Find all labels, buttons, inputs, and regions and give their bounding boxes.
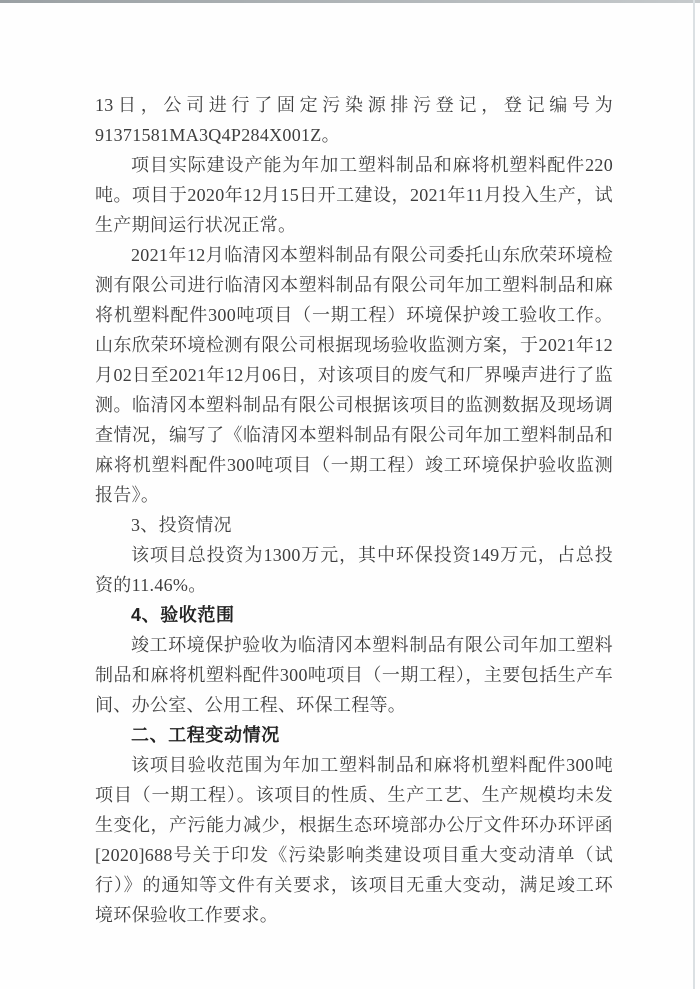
page-top-edge (0, 0, 700, 3)
body-paragraph: 竣工环境保护验收为临清冈本塑料制品有限公司年加工塑料制品和麻将机塑料配件300吨项目（一期工程），主要包括生产车间、办公室、公用工程、环保工程等。 (95, 635, 613, 715)
body-paragraph: 13日，公司进行了固定污染源排污登记，登记编号为91371581MA3Q4P284X001Z。 (95, 95, 613, 145)
section-heading: 4、验收范围 (131, 605, 235, 625)
body-paragraph: 该项目总投资为1300万元，其中环保投资149万元，占总投资的11.46%。 (95, 545, 613, 595)
body-paragraph: 项目实际建设产能为年加工塑料制品和麻将机塑料配件220吨。项目于2020年12月15日开工建设，2021年11月投入生产，试生产期间运行状况正常。 (95, 155, 613, 235)
page-right-edge (693, 0, 695, 989)
body-paragraph: 2021年12月临清冈本塑料制品有限公司委托山东欣荣环境检测有限公司进行临清冈本塑料制品有限公司年加工塑料制品和麻将机塑料配件300吨项目（一期工程）环境保护竣工验收工作。山东欣荣环境检测有限公司根据现场验收监测方案，于2021年12月02日至2021年12月06日，对该项目的废气和厂界噪声进行了监测。临清冈本塑料制品有限公司根据该项目的监测数据及现场调查情况，编写了《临清冈本塑料制品有限公司年加工塑料制品和麻将机塑料配件300吨项目（一期工程）竣工环境保护验收监测报告》。 (95, 245, 613, 505)
document-body (95, 90, 613, 930)
body-paragraph: 3、投资情况 (131, 515, 232, 535)
body-paragraph: 该项目验收范围为年加工塑料制品和麻将机塑料配件300吨项目（一期工程）。该项目的性质、生产工艺、生产规模均未发生变化，产污能力减少，根据生态环境部办公厅文件环办环评函[2020]688号关于印发《污染影响类建设项目重大变动清单（试行）》的通知等文件有关要求，该项目无重大变动，满足竣工环境环保验收工作要求。 (95, 755, 613, 925)
section-heading: 二、工程变动情况 (131, 725, 280, 745)
